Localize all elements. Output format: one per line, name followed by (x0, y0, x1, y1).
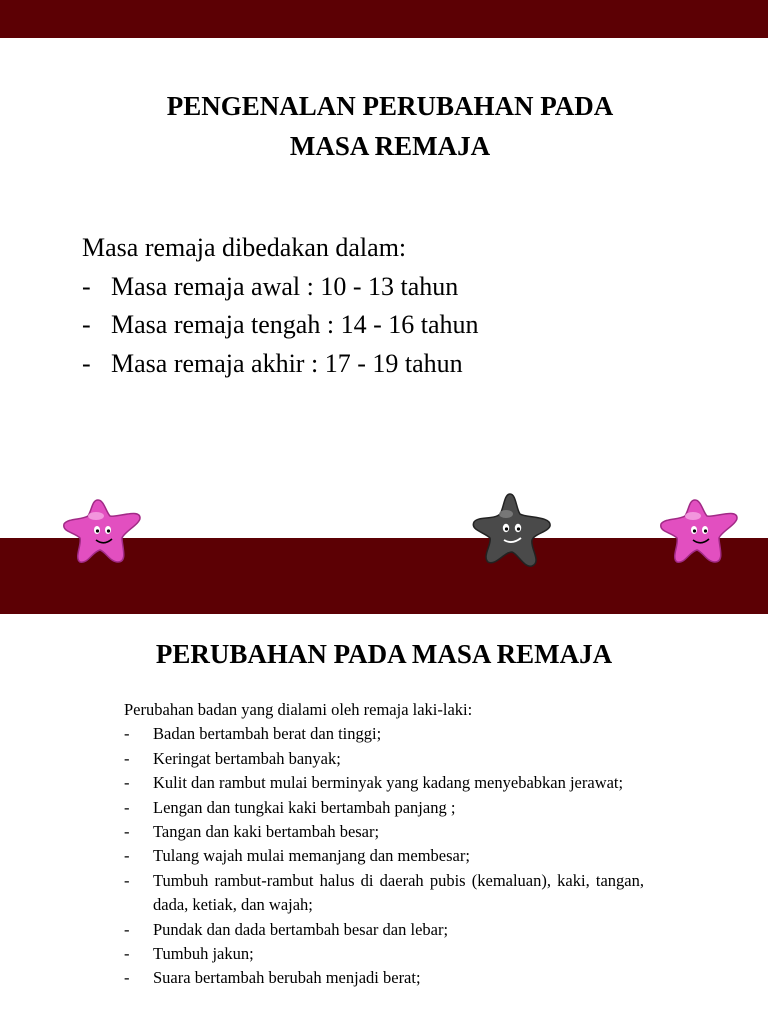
bullet-dash: - (82, 271, 91, 301)
list-item (124, 747, 644, 771)
bullet-dash: - (124, 797, 130, 817)
bullet-dash: - (82, 310, 91, 339)
list-item (124, 722, 644, 746)
list-item-text: Pundak dan dada bertambah besar dan lebar; (153, 919, 449, 939)
list-item (82, 268, 722, 307)
list-item-text: Lengan dan tungkai kaki bertambah panjang ; (153, 797, 456, 817)
bullet-dash: - (124, 773, 130, 793)
slide1-title-line2: MASA REMAJA (289, 131, 491, 161)
list-item (82, 345, 722, 384)
list-item (124, 796, 644, 820)
bullet-dash: - (124, 944, 130, 964)
list-item-text: Keringat bertambah banyak; (153, 748, 341, 768)
list-item-text: Masa remaja awal : 10 - 13 tahun (111, 271, 459, 301)
top-band (0, 0, 768, 38)
list-item-text: Tulang wajah mulai memanjang dan membesar; (153, 846, 470, 866)
list-item-text: Masa remaja akhir : 17 - 19 tahun (111, 348, 463, 378)
list-item-text: Tangan dan kaki bertambah besar; (153, 822, 380, 842)
list-item-text: Suara bertambah berubah menjadi berat; (153, 968, 421, 988)
bullet-dash: - (82, 348, 91, 378)
slide1-intro: Masa remaja dibedakan dalam: (82, 233, 407, 262)
slide1-title (0, 86, 768, 166)
bullet-dash: - (124, 724, 130, 744)
list-item (124, 844, 644, 868)
slide2-heading: Perubahan badan yang dialami oleh remaja laki-laki: (124, 700, 473, 719)
list-item (124, 966, 644, 990)
list-item (82, 306, 722, 345)
list-item (124, 918, 644, 942)
pink-star-icon (60, 496, 144, 568)
bullet-dash: - (124, 968, 130, 988)
list-item (124, 771, 644, 795)
list-item (124, 869, 644, 918)
bullet-dash: - (124, 919, 130, 939)
list-item (124, 942, 644, 966)
list-item-text: Badan bertambah berat dan tinggi; (153, 724, 382, 744)
gray-star-icon (466, 490, 556, 570)
list-item (124, 820, 644, 844)
bullet-dash: - (124, 846, 130, 866)
bullet-dash: - (124, 822, 130, 842)
slide1-title-line1: PENGENALAN PERUBAHAN PADA (166, 91, 614, 121)
slide1-body (82, 229, 722, 383)
list-item-text: Masa remaja tengah : 14 - 16 tahun (111, 310, 479, 339)
slide2-title: PERUBAHAN PADA MASA REMAJA (155, 639, 613, 669)
pink-star-icon (657, 496, 741, 568)
list-item-text: Tumbuh rambut-rambut halus di daerah pubis (kemaluan), kaki, tangan, dada, ketiak, dan wajah; (153, 870, 644, 915)
list-item-text: Kulit dan rambut mulai berminyak yang kadang menyebabkan jerawat; (153, 773, 624, 793)
list-item-text: Tumbuh jakun; (153, 944, 254, 964)
bullet-dash: - (124, 748, 130, 768)
bullet-dash: - (124, 870, 130, 890)
slide2-body (124, 698, 644, 991)
